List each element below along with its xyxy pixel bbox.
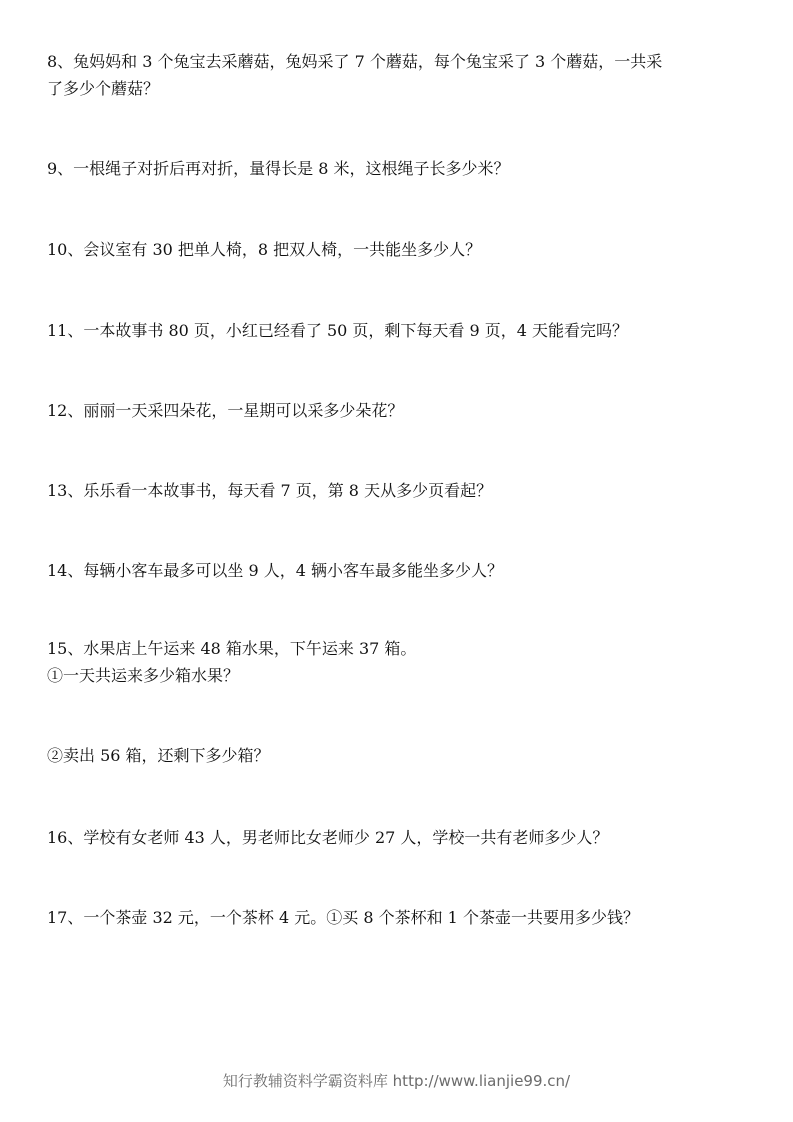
question-16: 16、学校有女老师 43 人，男老师比女老师少 27 人，学校一共有老师多少人？ (47, 828, 609, 847)
footer-watermark: 知行教辅资料学霸资料库 http://www.lianjie99.cn/ (222, 1072, 571, 1090)
question-8-line-2: 了多少个蘑菇？ (47, 79, 160, 98)
question-9: 9、一根绳子对折后再对折，量得长是 8 米，这根绳子长多少米？ (47, 159, 510, 178)
question-12: 12、丽丽一天采四朵花，一星期可以采多少朵花？ (47, 401, 404, 420)
question-13: 13、乐乐看一本故事书，每天看 7 页，第 8 天从多少页看起？ (47, 481, 493, 500)
question-10: 10、会议室有 30 把单人椅，8 把双人椅，一共能坐多少人？ (47, 240, 482, 259)
question-15-part-2: ②卖出 56 箱，还剩下多少箱？ (47, 746, 270, 765)
question-8-line-1: 8、兔妈妈和 3 个兔宝去采蘑菇，兔妈采了 7 个蘑菇，每个兔宝采了 3 个蘑菇，一共采 (47, 52, 663, 71)
question-11: 11、一本故事书 80 页，小红已经看了 50 页，剩下每天看 9 页，4 天能看完吗？ (47, 321, 629, 340)
question-15-line-1: 15、水果店上午运来 48 箱水果，下午运来 37 箱。 (47, 639, 417, 658)
question-14: 14、每辆小客车最多可以坐 9 人，4 辆小客车最多能坐多少人？ (47, 561, 503, 580)
question-17: 17、一个茶壶 32 元，一个茶杯 4 元。①买 8 个茶杯和 1 个茶壶一共要用多少钱？ (47, 908, 639, 927)
question-15-part-1: ①一天共运来多少箱水果？ (47, 666, 240, 685)
